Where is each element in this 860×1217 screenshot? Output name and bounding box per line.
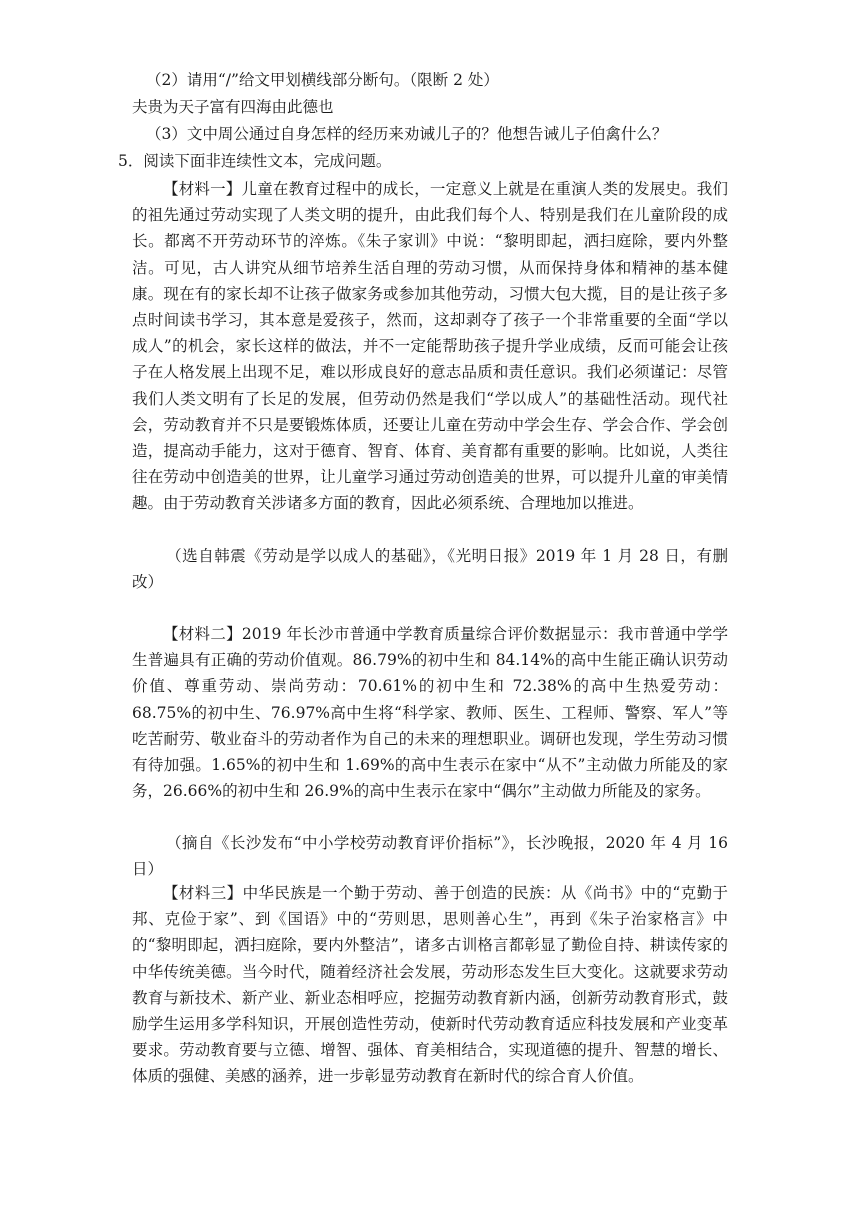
material-2-source: （摘自《长沙发布“中小学校劳动教育评价指标”》，长沙晚报，2020 年 4 月 16 日） bbox=[132, 834, 728, 878]
question-3: （3）文中周公通过自身怎样的经历来劝诫儿子的？他想告诫儿子伯禽什么？ bbox=[146, 125, 668, 143]
material-3-text: 【材料三】中华民族是一个勤于劳动、善于创造的民族：从《尚书》中的“克勤于邦、克俭于家”、到《国语》中的“劳则思，思则善心生”，再到《朱子治家格言》中的“黎明即起，洒扫庭除，要内外整洁”，诸多古训格言都彰显了勤俭自持、耕读传家的中华传统美德。当今时代，随着经济社会发展，劳动形态发生巨大变化。这就要求劳动教育与新技术、新产业、新业态相呼应，挖掘劳动教育新内涵，创新劳动教育形式，鼓励学生运用多学科知识，开展创造性劳动，使新时代劳动教育适应科技发展和产业变革要求。劳动教育要与立德、增智、强体、育美相结合，实现道德的提升、智慧的增长、体质的强健、美感的涵养，进一步彰显劳动教育在新时代的综合育人价值。 bbox=[132, 884, 728, 1086]
question-5: 5．阅读下面非连续性文本，完成问题。 bbox=[118, 152, 392, 170]
material-1-source: （选自韩震《劳动是学以成人的基础》，《光明日报》2019 年 1 月 28 日，有删改） bbox=[132, 547, 728, 591]
question-2: （2）请用“/”给文甲划横线部分断句。（限断 2 处） bbox=[146, 71, 499, 89]
question-2-sentence: 夫贵为天子富有四海由此德也 bbox=[132, 98, 334, 116]
material-2-text: 【材料二】2019 年长沙市普通中学教育质量综合评价数据显示：我市普通中学学生普遍具有正确的劳动价值观。86.79%的初中生和 84.14%的高中生能正确认识劳动价值、尊重劳动、崇尚劳动：70.61%的初中生和 72.38%的高中生热爱劳动：68.75%的初中生、76.97%高中生将“科学家、教师、医生、工程师、警察、军人”等吃苦耐劳、敬业奋斗的劳动者作为自己的未来的理想职业。调研也发现，学生劳动习惯有待加强。1.65%的初中生和 1.69%的高中生表示在家中“从不”主动做力所能及的家务，26.66%的初中生和 26.9%的高中生表示在家中“偶尔”主动做力所能及的家务。 bbox=[132, 625, 728, 801]
material-1-text: 【材料一】儿童在教育过程中的成长，一定意义上就是在重演人类的发展史。我们的祖先通过劳动实现了人类文明的提升，由此我们每个人、特别是我们在儿童阶段的成长。都离不开劳动环节的淬炼。《朱子家训》中说：“黎明即起，洒扫庭除，要内外整洁。可见，古人讲究从细节培养生活自理的劳动习惯，从而保持身体和精神的基本健康。现在有的家长却不让孩子做家务或参加其他劳动，习惯大包大揽，目的是让孩子多点时间读书学习，其本意是爱孩子，然而，这却剥夺了孩子一个非常重要的全面“学以成人”的机会，家长这样的做法，并不一定能帮助孩子提升学业成绩，反而可能会让孩子在人格发展上出现不足，难以形成良好的意志品质和责任意识。我们必须谨记：尽管我们人类文明有了长足的发展，但劳动仍然是我们“学以成人”的基础性活动。现代社会，劳动教育并不只是要锻炼体质，还要让儿童在劳动中学会生存、学会合作、学会创造，提高动手能力，这对于德育、智育、体育、美育都有重要的影响。比如说，人类往往在劳动中创造美的世界，让儿童学习通过劳动创造美的世界，可以提升儿童的审美情趣。由于劳动教育关涉诸多方面的教育，因此必须系统、合理地加以推进。 bbox=[132, 180, 728, 513]
